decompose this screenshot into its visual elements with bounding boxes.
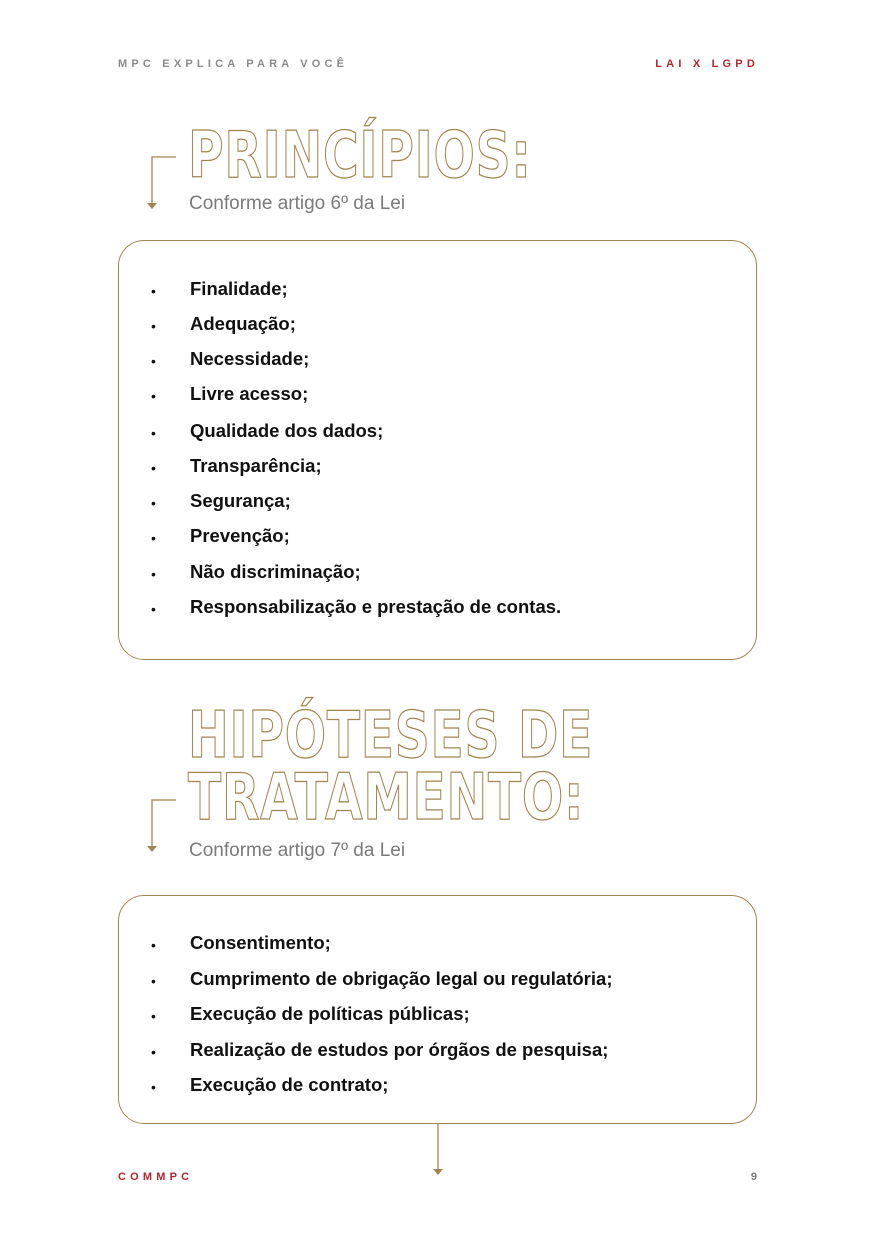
- list-item: • Prevenção;: [151, 525, 290, 546]
- list-item: • Realização de estudos por órgãos de pesquisa;: [151, 1039, 609, 1060]
- hipoteses-title-line1: HIPÓTESES DE: [188, 699, 594, 773]
- footer-brand: COMMPC: [118, 1171, 194, 1183]
- list-item: • Cumprimento de obrigação legal ou regulatória;: [151, 968, 613, 989]
- header-right-text: LAI X LGPD: [655, 58, 759, 70]
- list-item: • Execução de políticas públicas;: [151, 1003, 470, 1024]
- list-item: • Não discriminação;: [151, 561, 361, 582]
- hipoteses-subtitle: Conforme artigo 7º da Lei: [189, 840, 406, 861]
- hipoteses-title-line2: TRATAMENTO:: [188, 761, 585, 835]
- bracket-arrow-icon: [144, 152, 184, 212]
- bracket-arrow-icon: [144, 795, 184, 857]
- continue-arrow-icon: [430, 1124, 446, 1178]
- list-item: • Qualidade dos dados;: [151, 420, 384, 441]
- principios-title: PRINCÍPIOS:: [188, 119, 532, 193]
- header-left-text: MPC EXPLICA PARA VOCÊ: [118, 58, 349, 70]
- hipoteses-box: [118, 895, 757, 1124]
- list-item: • Adequação;: [151, 313, 296, 334]
- page-number: 9: [750, 1171, 757, 1183]
- list-item: • Segurança;: [151, 490, 291, 511]
- list-item: • Transparência;: [151, 455, 322, 476]
- list-item: • Responsabilização e prestação de contas.: [151, 596, 562, 617]
- list-item: • Consentimento;: [151, 932, 331, 953]
- list-item: • Livre acesso;: [151, 383, 309, 404]
- list-item: • Execução de contrato;: [151, 1074, 389, 1095]
- principios-box: [118, 240, 757, 660]
- list-item: • Necessidade;: [151, 348, 310, 369]
- principios-subtitle: Conforme artigo 6º da Lei: [189, 193, 406, 214]
- list-item: • Finalidade;: [151, 278, 288, 299]
